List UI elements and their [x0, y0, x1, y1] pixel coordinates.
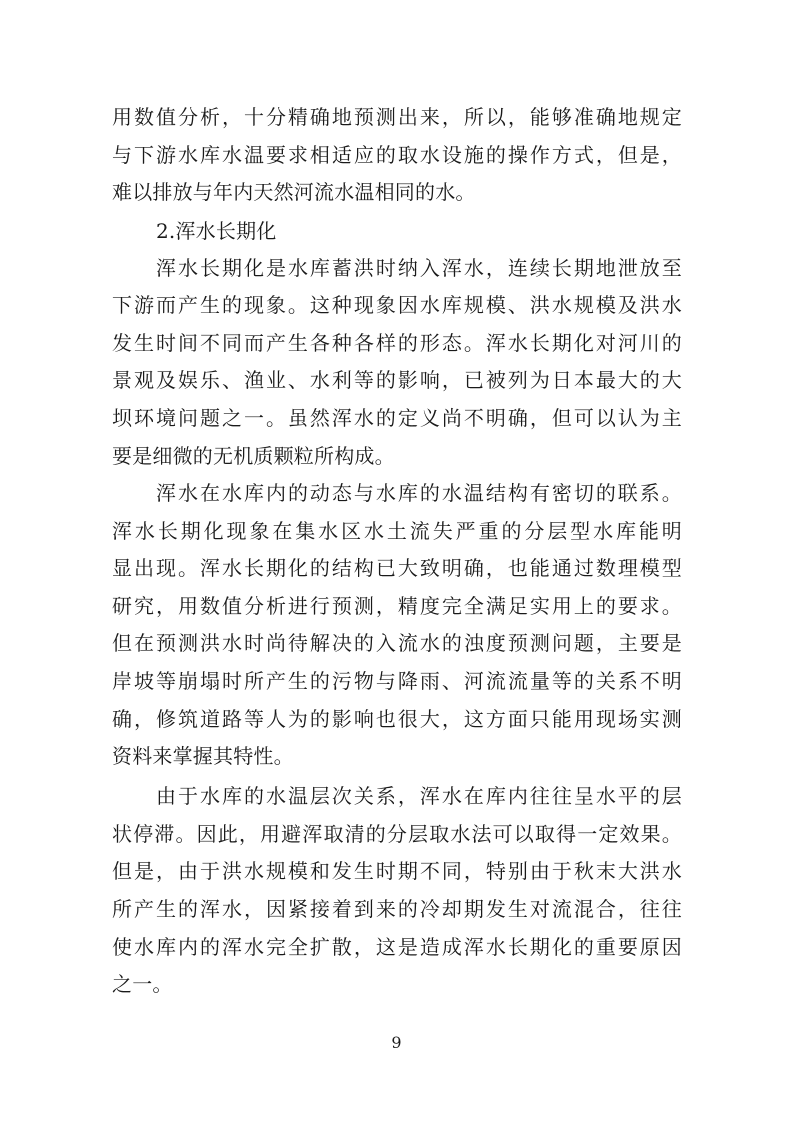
paragraph-line: 状停滞。因此，用避浑取清的分层取水法可以取得一定效果。 — [112, 822, 682, 846]
paragraph-line: 确，修筑道路等人为的影响也很大，这方面只能用现场实测 — [112, 707, 682, 731]
paragraph-line: 所产生的浑水，因紧接着到来的冷却期发生对流混合，往往 — [112, 897, 682, 921]
paragraph-line: 研究，用数值分析进行预测，精度完全满足实用上的要求。 — [112, 594, 682, 618]
paragraph-line: 用数值分析，十分精确地预测出来，所以，能够准确地规定 — [112, 105, 682, 129]
paragraph-line: 坝环境问题之一。虽然浑水的定义尚不明确，但可以认为主 — [112, 406, 682, 430]
paragraph-line: 与下游水库水温要求相适应的取水设施的操作方式，但是， — [112, 143, 682, 167]
paragraph-line: 但在预测洪水时尚待解决的入流水的浊度预测问题，主要是 — [112, 631, 682, 655]
paragraph-line: 显出现。浑水长期化的结构已大致明确，也能通过数理模型 — [112, 556, 682, 580]
section-heading: 2.浑水长期化 — [156, 219, 277, 243]
paragraph-line: 要是细微的无机质颗粒所构成。 — [112, 444, 395, 468]
paragraph-line: 浑水在水库内的动态与水库的水温结构有密切的联系。 — [156, 481, 682, 505]
paragraph-line: 但是，由于洪水规模和发生时期不同，特别由于秋末大洪水 — [112, 859, 682, 883]
paragraph-line: 之一。 — [112, 972, 173, 996]
paragraph-line: 使水库内的浑水完全扩散，这是造成浑水长期化的重要原因 — [112, 935, 682, 959]
paragraph-line: 下游而产生的现象。这种现象因水库规模、洪水规模及洪水 — [112, 293, 682, 317]
paragraph-line: 由于水库的水温层次关系，浑水在库内往往呈水平的层 — [156, 784, 682, 808]
paragraph-line: 岸坡等崩塌时所产生的污物与降雨、河流流量等的关系不明 — [112, 669, 682, 693]
paragraph-line: 资料来掌握其特性。 — [112, 744, 294, 768]
paragraph-line: 景观及娱乐、渔业、水利等的影响，已被列为日本最大的大 — [112, 368, 682, 392]
paragraph-line: 发生时间不同而产生各种各样的形态。浑水长期化对河川的 — [112, 331, 682, 355]
page-number: 9 — [391, 1033, 402, 1052]
paragraph-line: 浑水长期化是水库蓄洪时纳入浑水，连续长期地泄放至 — [156, 256, 682, 280]
paragraph-line: 难以排放与年内天然河流水温相同的水。 — [112, 180, 476, 204]
paragraph-line: 浑水长期化现象在集水区水土流失严重的分层型水库能明 — [112, 519, 682, 543]
